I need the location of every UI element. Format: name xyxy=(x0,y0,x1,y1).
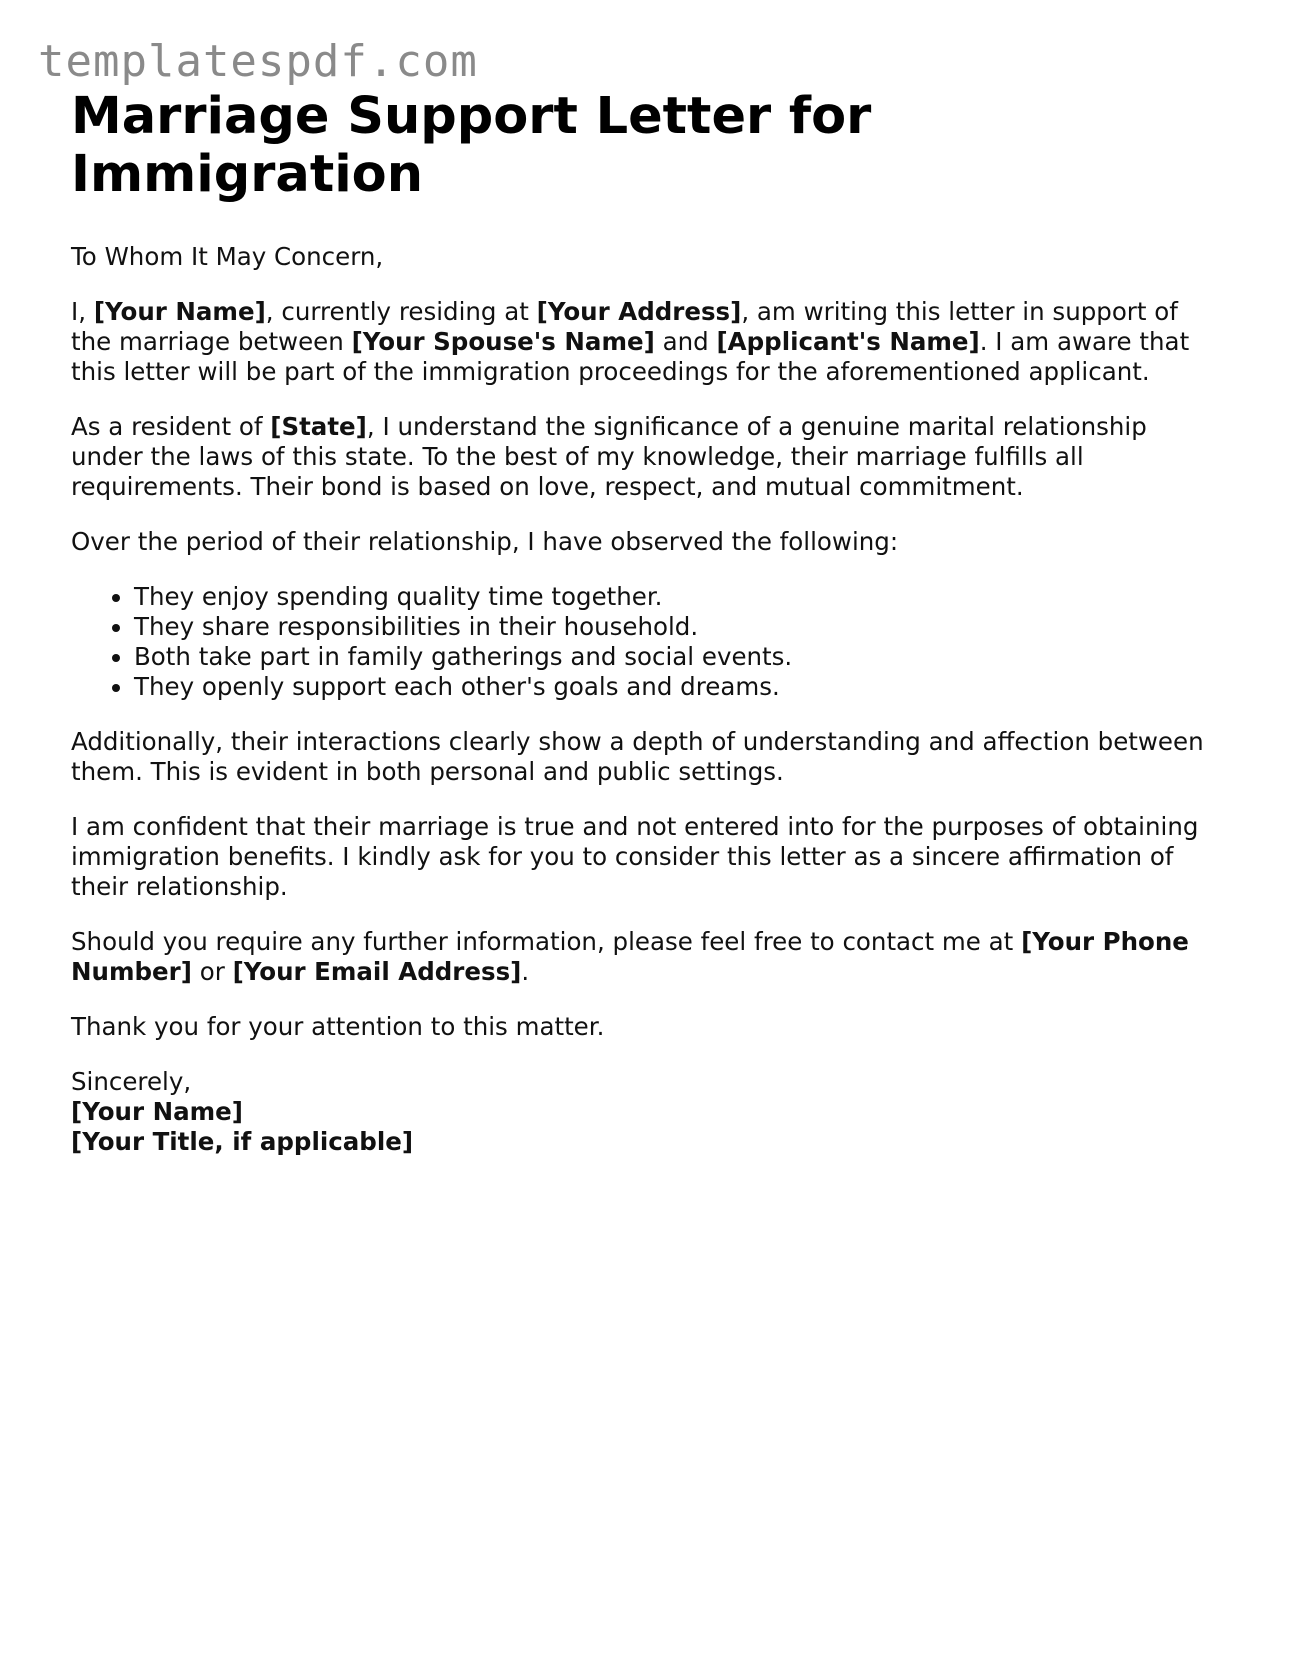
observations-list xyxy=(71,582,1221,702)
intro-text-4: and xyxy=(654,327,717,356)
your-address-placeholder: [Your Address] xyxy=(536,297,742,326)
page-title: Marriage Support Letter for Immigration xyxy=(71,87,872,204)
intro-text-3: , am writing this letter in support of the marriage between xyxy=(71,297,1178,356)
residency-text-1: As a resident of xyxy=(71,412,271,441)
watermark-text: templatespdf.com xyxy=(38,36,478,87)
contact-text-2: or xyxy=(191,957,233,986)
paragraph-intro xyxy=(71,297,1221,387)
signer-name-placeholder xyxy=(71,1097,1221,1127)
paragraph-interactions: Additionally, their interactions clearly show a depth of understanding and affection between them. This is evident in both personal and public settings. xyxy=(71,727,1204,786)
signer-name-text: [Your Name] xyxy=(71,1097,243,1126)
paragraph-contact xyxy=(71,927,1221,987)
phone-placeholder: [Your Phone Number] xyxy=(71,927,1189,986)
signature-block xyxy=(71,1067,1221,1157)
intro-text-2: , currently residing at xyxy=(265,297,537,326)
letter-body xyxy=(71,88,1221,1157)
paragraph-thanks: Thank you for your attention to this matter. xyxy=(71,1012,605,1041)
email-placeholder: [Your Email Address] xyxy=(232,957,522,986)
state-placeholder: [State] xyxy=(270,412,367,441)
paragraph-confidence: I am confident that their marriage is true and not entered into for the purposes of obtaining immigration benefits. I kindly ask for you to consider this letter as a sincere affirmation of their relationship. xyxy=(71,812,1199,901)
contact-text-1: Should you require any further information, please feel free to contact me at xyxy=(71,927,1022,956)
paragraph-residency xyxy=(71,412,1221,502)
list-item: • Both take part in family gatherings and social events. xyxy=(134,642,1221,672)
your-name-placeholder: [Your Name] xyxy=(93,297,266,326)
list-item: • They enjoy spending quality time together. xyxy=(134,582,1221,612)
signer-title-text: [Your Title, if applicable] xyxy=(71,1127,414,1156)
intro-text-5: . I am aware that this letter will be part of the immigration proceedings for the aforementioned applicant. xyxy=(71,327,1190,386)
intro-text-1: I, xyxy=(71,297,94,326)
paragraph-observations-intro: Over the period of their relationship, I have observed the following: xyxy=(71,527,899,556)
contact-text-3: . xyxy=(521,957,530,986)
signoff: Sincerely, xyxy=(71,1067,192,1096)
salutation: To Whom It May Concern, xyxy=(71,242,384,271)
spouse-name-placeholder: [Your Spouse's Name] xyxy=(351,327,655,356)
list-item: • They openly support each other's goals and dreams. xyxy=(134,672,1221,702)
list-item: • They share responsibilities in their household. xyxy=(134,612,1221,642)
applicant-name-placeholder: [Applicant's Name] xyxy=(716,327,980,356)
residency-text-2: , I understand the significance of a genuine marital relationship under the laws of this state. To the best of my knowledge, their marriage fulfills all requirements. Their bond is based on love, respect, and mutual commitment. xyxy=(71,412,1147,501)
signer-title-placeholder xyxy=(71,1127,1221,1157)
